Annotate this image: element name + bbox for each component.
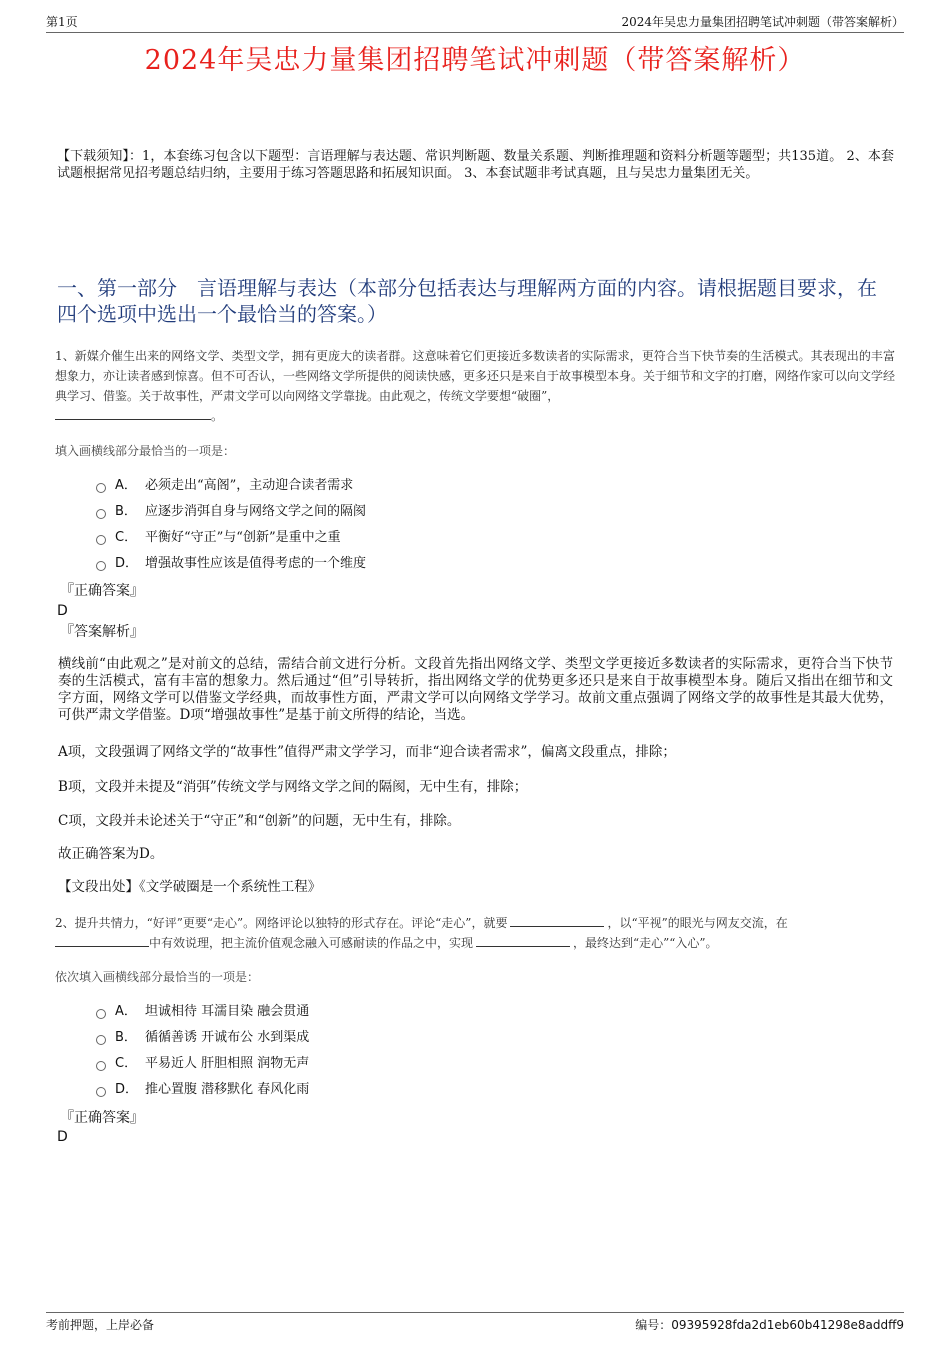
option-letter: A． (115, 478, 137, 493)
radio-button[interactable] (96, 1061, 106, 1071)
page-number: 第1页 (46, 15, 78, 29)
analysis-option-c: C项，文段并未论述关于“守正”和“创新”的问题，无中生有，排除。 (58, 813, 461, 829)
question-2-part-3: 中有效说理，把主流价值观念融入可感耐读的作品之中，实现 (149, 936, 474, 950)
question-2-part-4: ，最终达到“走心”“入心”。 (573, 936, 718, 950)
option-letter: D． (115, 1082, 139, 1097)
option-text: 必须走出“高阁”，主动迎合读者需求 (145, 478, 354, 493)
option-letter: D． (115, 556, 139, 571)
analysis-label: 『答案解析』 (60, 624, 144, 640)
code-label: 编号： (635, 1318, 672, 1332)
section-title: 一、第一部分 言语理解与表达（本部分包括表达与理解两方面的内容。请根据题目要求，在四个选项中选出一个最恰当的答案。） (57, 276, 877, 326)
page-header (46, 14, 904, 33)
answer-blank (55, 407, 211, 420)
answer-blank (55, 934, 149, 947)
document-title: 2024年吴忠力量集团招聘笔试冲刺题（带答案解析） (144, 45, 806, 76)
radio-button[interactable] (96, 509, 106, 519)
question-1-option-c[interactable] (96, 529, 341, 547)
radio-button[interactable] (96, 1035, 106, 1045)
radio-button[interactable] (96, 1087, 106, 1097)
question-1-prompt: 填入画横线部分最恰当的一项是： (55, 444, 236, 458)
question-2-option-c[interactable] (96, 1055, 309, 1073)
question-1-end: 。 (211, 409, 224, 423)
option-letter: C． (115, 530, 138, 545)
footer-slogan: 考前押题，上岸必备 (46, 1318, 155, 1332)
option-text: 坦诚相待 耳濡目染 融会贯通 (145, 1004, 310, 1019)
radio-button[interactable] (96, 483, 106, 493)
question-2-prompt: 依次填入画横线部分最恰当的一项是： (55, 970, 260, 984)
option-text: 平易近人 肝胆相照 润物无声 (145, 1056, 310, 1071)
correct-answer: D (57, 603, 68, 619)
question-1-option-d[interactable] (96, 555, 366, 573)
code-value: 09395928fda2d1eb60b41298e8addff9 (671, 1318, 904, 1332)
analysis-option-b: B项，文段并未提及“消弭”传统文学与网络文学之间的隔阂，无中生有，排除； (58, 779, 528, 795)
passage-source: 【文段出处】《文学破圈是一个系统性工程》 (58, 879, 322, 895)
option-text: 推心置腹 潜移默化 春风化雨 (145, 1082, 310, 1097)
question-1-option-a[interactable] (96, 477, 353, 495)
correct-answer: D (57, 1129, 68, 1145)
answer-blank (476, 934, 570, 947)
question-2-part-1: 2、提升共情力，“好评”更要“走心”。网络评论以独特的形式存在。评论“走心”，就要 (55, 916, 508, 930)
option-letter: B． (115, 504, 137, 519)
question-2-text (55, 913, 895, 953)
download-notice: 【下载须知】：1，本套练习包含以下题型：言语理解与表达题、常识判断题、数量关系题、判断推理题和资料分析题等题型；共135道。 2、本套试题根据常见招考题总结归纳，主要用于练习答题思路和拓展知识面。 3、本套试题非考试真题，且与吴忠力量集团无关。 (57, 149, 894, 181)
question-1-text (55, 346, 895, 426)
radio-button[interactable] (96, 561, 106, 571)
analysis-conclusion: 故正确答案为D。 (58, 846, 164, 862)
option-text: 循循善诱 开诚布公 水到渠成 (145, 1030, 310, 1045)
question-2-option-b[interactable] (96, 1029, 309, 1047)
question-2-part-2: ，以“平视”的眼光与网友交流，在 (607, 916, 788, 930)
correct-answer-label: 『正确答案』 (60, 1110, 144, 1126)
question-2-option-d[interactable] (96, 1081, 309, 1099)
analysis-text: 横线前“由此观之”是对前文的总结，需结合前文进行分析。文段首先指出网络文学、类型文学更接近多数读者的实际需求，更符合当下快节奏的生活模式，富有丰富的想象力。然后通过“但”引导转折，指出网络文学的优势更多还只是来自于故事模型本身。随后又指出在细节和文字方面，网络文学可以借鉴文学经典，而故事性方面，严肃文学可以向网络文学学习。故前文重点强调了网络文学的故事性是其最大优势，可供严肃文学借鉴。D项“增强故事性”是基于前文所得的结论，当选。 (58, 656, 893, 723)
question-1-option-b[interactable] (96, 503, 366, 521)
document-code (635, 1316, 904, 1333)
option-letter: A． (115, 1004, 137, 1019)
option-text: 平衡好“守正”与“创新”是重中之重 (145, 530, 341, 545)
option-letter: B． (115, 1030, 137, 1045)
correct-answer-label: 『正确答案』 (60, 583, 144, 599)
page-footer (46, 1312, 904, 1337)
option-text: 增强故事性应该是值得考虑的一个维度 (145, 556, 367, 571)
answer-blank (510, 914, 604, 927)
question-1-stem: 1、新媒介催生出来的网络文学、类型文学，拥有更庞大的读者群。这意味着它们更接近多数读者的实际需求，更符合当下快节奏的生活模式。其表现出的丰富想象力，亦让读者感到惊喜。但不可否认，一些网络文学所提供的阅读快感，更多还只是来自于故事模型本身。关于细节和文字的打磨，网络作家可以向文学经典学习、借鉴。关于故事性，严肃文学可以向网络文学靠拢。由此观之，传统文学要想“破圈”， (55, 349, 896, 403)
option-text: 应逐步消弭自身与网络文学之间的隔阂 (145, 504, 367, 519)
option-letter: C． (115, 1056, 138, 1071)
radio-button[interactable] (96, 1009, 106, 1019)
radio-button[interactable] (96, 535, 106, 545)
analysis-option-a: A项，文段强调了网络文学的“故事性”值得严肃文学学习，而非“迎合读者需求”，偏离文段重点，排除； (58, 744, 676, 760)
header-doc-title: 2024年吴忠力量集团招聘笔试冲刺题（带答案解析） (621, 15, 904, 29)
question-2-option-a[interactable] (96, 1003, 309, 1021)
